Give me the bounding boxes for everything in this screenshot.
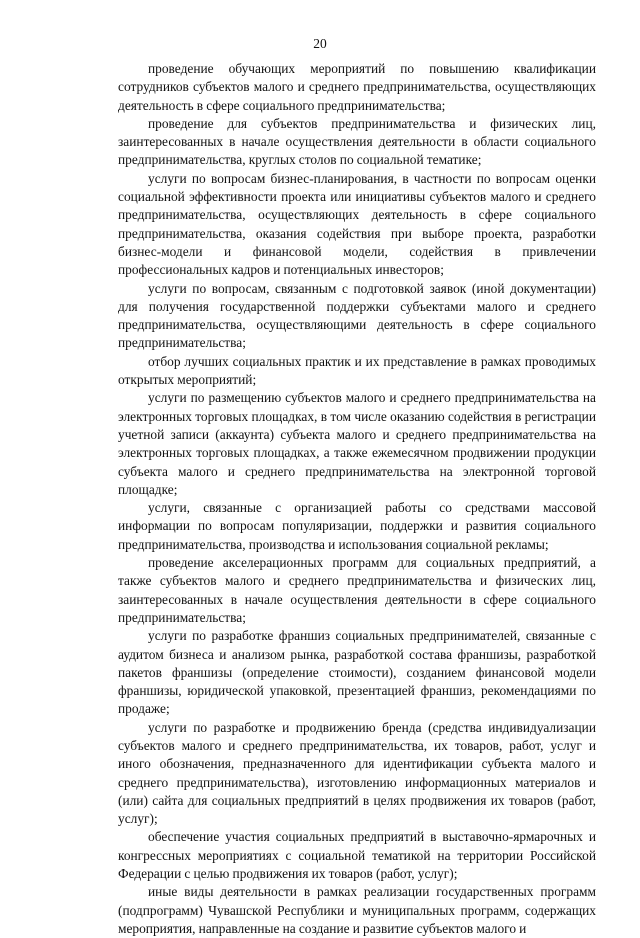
- page-number: 20: [313, 36, 327, 51]
- paragraph-exhibitions: обеспечение участия социальных предприятий в выставочно-ярмарочных и конгрессных мероприятиях с социальной тематикой на территории Российской Федерации с целью продвижения их товаров (работ, услуг);: [118, 829, 596, 882]
- paragraph-branding: услуги по разработке и продвижению бренда (средства индивидуализации субъектов малого и среднего предпринимательства, их товаров, работ, услуг и иного обозначения, предназначенного для идентификации субъекта малого и среднего предпринимательства), изготовлению информационных материалов и (или) сайта для социальных предприятий в целях продвижения их товаров (работ, услуг);: [118, 719, 596, 827]
- paragraph-mass-media: услуги, связанные с организацией работы со средствами массовой информации по вопросам популяризации, поддержки и развития социального предпринимательства, производства и использования социальной рекламы;: [118, 500, 596, 552]
- paragraph-training: проведение обучающих мероприятий по повышению квалификации сотрудников субъектов малого и среднего предпринимательства, осуществляющих деятельность в сфере социального предпринимательства;: [118, 61, 596, 113]
- paragraph-round-tables: проведение для субъектов предпринимательства и физических лиц, заинтересованных в начале осуществления деятельности в области социального предпринимательства, круглых столов по социальной тематике;: [118, 115, 596, 168]
- paragraph-franchises: услуги по разработке франшиз социальных предпринимателей, связанные с аудитом бизнеса и анализом рынка, разработкой состава франшизы, разработкой пакетов франшизы (определение стоимости), созданием финансовой модели франшизы, юридической упаковкой, презентацией франшиз, рекомендациями по продаже;: [118, 628, 596, 717]
- paragraph-application-preparation: услуги по вопросам, связанным с подготовкой заявок (иной документации) для получения государственной поддержки субъектами малого и среднего предпринимательства, осуществляющими деятельность в сфере социального предпринимательства;: [118, 280, 596, 351]
- paragraph-marketplaces: услуги по размещению субъектов малого и среднего предпринимательства на электронных торговых площадках, в том числе оказанию содействия в регистрации учетной записи (аккаунта) субъекта малого и среднего предпринимательства на электронных торговых площадках, а также ежемесячном продвижении продукции субъекта малого и среднего предпринимательства на электронной торговой площадке;: [118, 390, 596, 497]
- paragraph-business-planning: услуги по вопросам бизнес-планирования, в частности по вопросам оценки социальной эффективности проекта или инициативы субъектов малого и среднего предпринимательства, осуществляющих деятельность в сфере социального предпринимательства, оказания содействия при выборе проекта, разработки бизнес-модели и финансовой модели, содействия в привлечении профессиональных кадров и потенциальных инвесторов;: [118, 170, 596, 278]
- paragraph-acceleration: проведение акселерационных программ для социальных предприятий, а также субъектов малого и среднего предпринимательства и физических лиц, заинтересованных в начале осуществления деятельности в сфере социального предпринимательства;: [118, 555, 596, 625]
- paragraph-other-activities: иные виды деятельности в рамках реализации государственных программ (подпрограмм) Чувашской Республики и муниципальных программ, содержащих мероприятия, направленные на создание и развитие субъектов малого и: [118, 884, 596, 936]
- paragraph-best-practices: отбор лучших социальных практик и их представление в рамках проводимых открытых мероприятий;: [118, 353, 596, 388]
- document-body: [118, 60, 596, 938]
